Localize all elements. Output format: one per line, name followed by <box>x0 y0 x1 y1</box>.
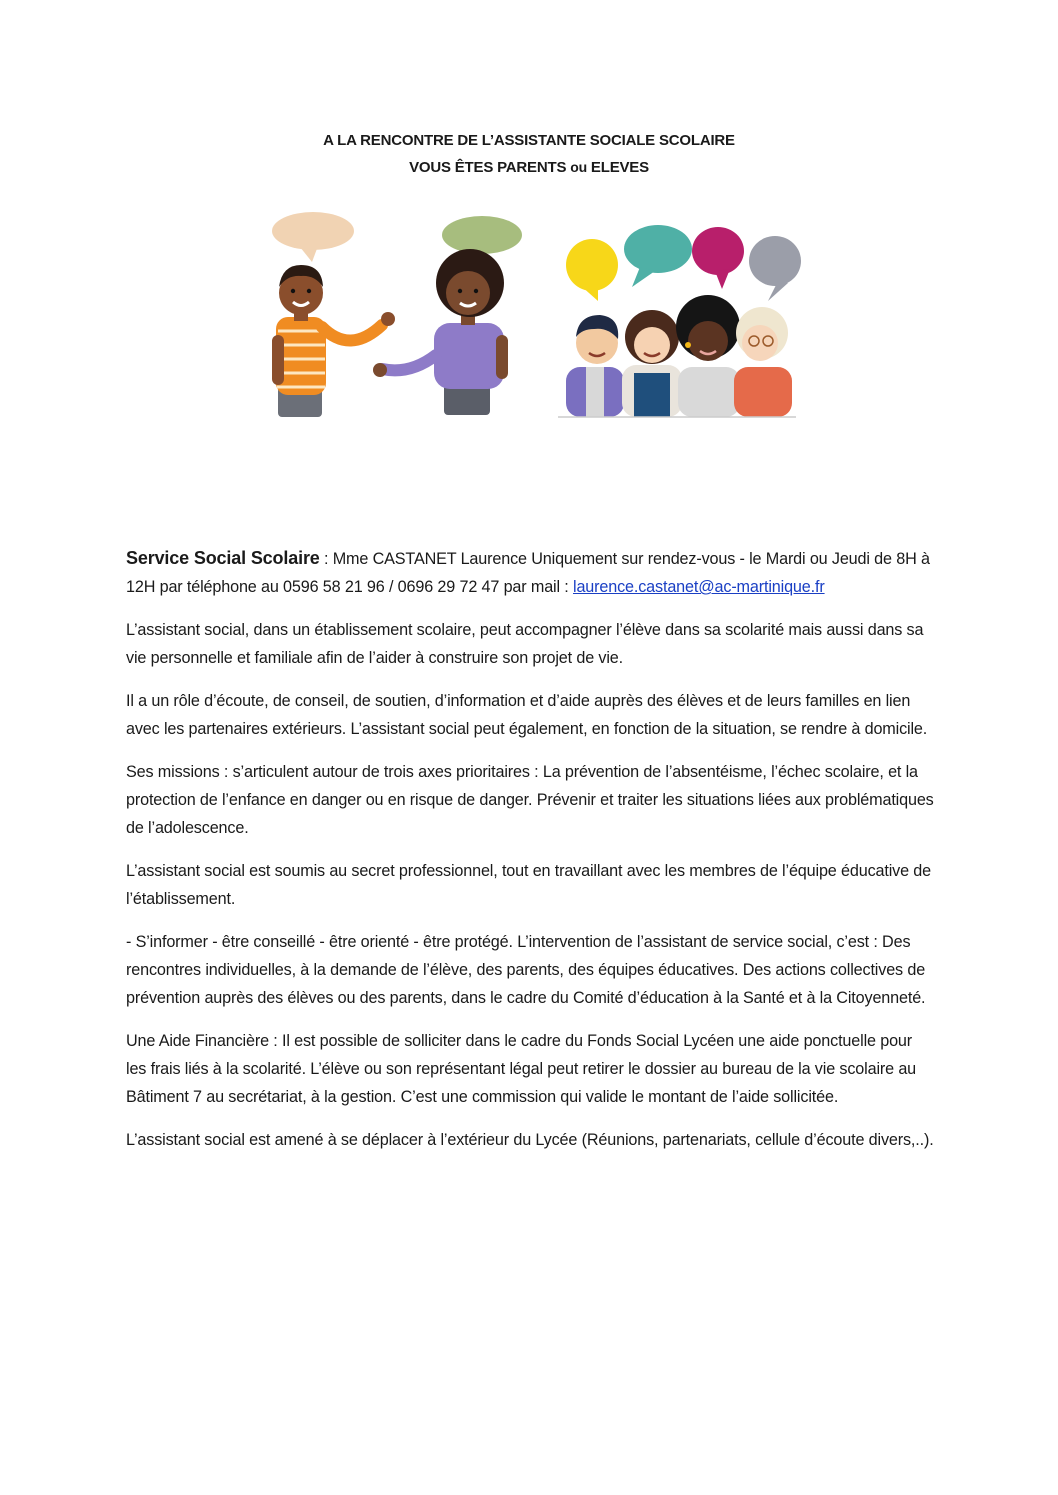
paragraph-missions: Ses missions : s’articulent autour de trois axes prioritaires : La prévention de l’absentéisme, l’échec scolaire, et la protection de l’enfance en danger ou en risque de danger. Prévenir et traiter les situations liées aux problématiques de l’adolescence. <box>126 763 934 837</box>
speech-bubble-gray-icon <box>749 236 801 301</box>
title-line-1: A LA RENCONTRE DE L’ASSISTANTE SOCIALE SCOLAIRE <box>323 132 735 149</box>
speech-bubble-teal-icon <box>624 225 692 287</box>
paragraph-role-intro: L’assistant social, dans un établissement scolaire, peut accompagner l’élève dans sa scolarité mais aussi dans sa vie personnelle et familiale afin de l’aider à construire son projet de vie. <box>126 621 924 667</box>
student-1-icon <box>566 315 624 417</box>
speech-bubble-yellow-icon <box>566 239 618 301</box>
service-details: : Mme CASTANET Laurence Uniquement sur rendez-vous - le Mardi ou Jeudi de 8H à 12H par téléphone au 0596 58 21 96 / 0696 29 72 47 par mail : <box>126 550 930 596</box>
boy-figure-icon <box>272 265 395 417</box>
service-contact-paragraph <box>126 544 934 601</box>
two-people-talking-icon <box>272 212 522 417</box>
body-text <box>126 544 934 1169</box>
title-line-2-main: VOUS ÊTES PARENTS <box>409 159 567 176</box>
woman-figure-icon <box>373 249 508 415</box>
title-line-2-ou: ou <box>570 159 587 175</box>
paragraph-professional-secrecy: L’assistant social est soumis au secret professionnel, tout en travaillant avec les membres de l’équipe éducative de l’établissement. <box>126 862 932 908</box>
speech-bubble-peach-icon <box>272 212 354 262</box>
student-4-icon <box>734 307 792 417</box>
student-3-icon <box>676 295 740 417</box>
paragraph-intervention: - S’informer - être conseillé - être orienté - être protégé. L’intervention de l’assistant de service social, c’est : Des rencontres individuelles, à la demande de l’élève, des parents, des équipes éducatives. Des actions collectives de prévention auprès des élèves ou des parents, dans le cadre du Comité d’éducation à la Santé et à la Citoyenneté. <box>126 933 926 1007</box>
paragraph-external-travel: L’assistant social est amené à se déplacer à l’extérieur du Lycée (Réunions, partenariats, cellule d’écoute divers,..). <box>126 1131 934 1149</box>
student-2-icon <box>622 310 682 417</box>
title-line-2-end: ELEVES <box>590 159 649 176</box>
illustration <box>260 205 820 425</box>
group-of-students-icon <box>558 225 801 417</box>
title-line-2 <box>0 154 1058 181</box>
email-link[interactable]: laurence.castanet@ac-martinique.fr <box>573 578 825 596</box>
paragraph-listening-role: Il a un rôle d’écoute, de conseil, de soutien, d’information et d’aide auprès des élèves et de leurs familles en lien avec les partenaires extérieurs. L’assistant social peut également, en fonction de la situation, se rendre à domicile. <box>126 692 928 738</box>
page-title <box>0 127 1058 181</box>
paragraph-financial-aid: Une Aide Financière : Il est possible de solliciter dans le cadre du Fonds Social Lycéen une aide ponctuelle pour les frais liés à la scolarité. L’élève ou son représentant légal peut retirer le dossier au bureau de la vie scolaire au Bâtiment 7 au secrétariat, à la gestion. C’est une commission qui valide le montant de l’aide sollicitée. <box>126 1032 917 1106</box>
speech-bubble-magenta-icon <box>692 227 744 289</box>
service-heading: Service Social Scolaire <box>126 548 320 568</box>
